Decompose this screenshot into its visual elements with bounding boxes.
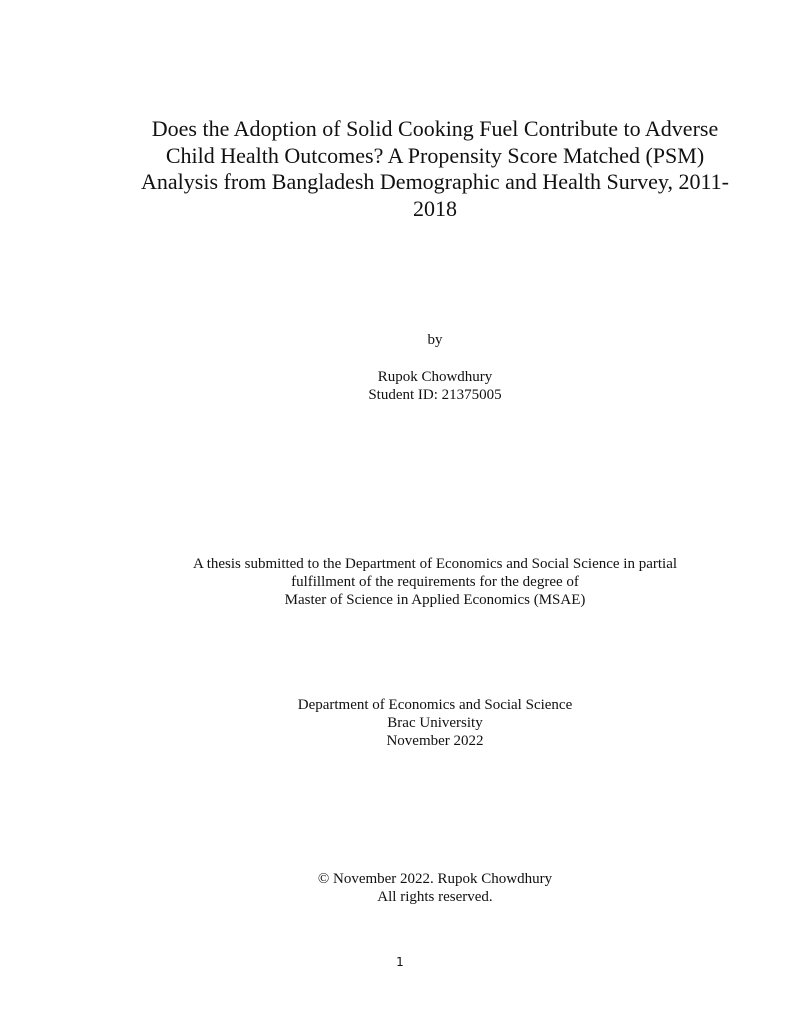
copyright-block: [115, 870, 755, 906]
thesis-title-line: Child Health Outcomes? A Propensity Score Matched (PSM): [165, 142, 705, 168]
institution-block: [115, 696, 755, 750]
student-id: Student ID: 21375005: [368, 387, 502, 403]
thesis-statement-line: A thesis submitted to the Department of Economics and Social Science in partial: [192, 556, 678, 572]
author-block: [115, 368, 755, 404]
thesis-title: [115, 116, 755, 222]
thesis-title-line: 2018: [413, 195, 457, 221]
page-number: 1: [396, 955, 404, 969]
copyright-notice: © November 2022. Rupok Chowdhury: [317, 871, 553, 887]
university-name: Brac University: [387, 715, 483, 731]
submission-date: November 2022: [386, 733, 484, 749]
thesis-title-line: Does the Adoption of Solid Cooking Fuel Contribute to Adverse: [151, 116, 719, 141]
thesis-statement-line: fulfillment of the requirements for the degree of: [291, 574, 579, 590]
thesis-statement-line: Master of Science in Applied Economics (MSAE): [284, 592, 586, 608]
department-name: Department of Economics and Social Science: [297, 697, 573, 713]
rights-reserved: All rights reserved.: [377, 889, 493, 905]
thesis-statement: [115, 555, 755, 609]
by-label: by: [427, 332, 443, 348]
author-name: Rupok Chowdhury: [377, 369, 493, 385]
thesis-title-line: Analysis from Bangladesh Demographic and Health Survey, 2011-: [141, 169, 729, 194]
